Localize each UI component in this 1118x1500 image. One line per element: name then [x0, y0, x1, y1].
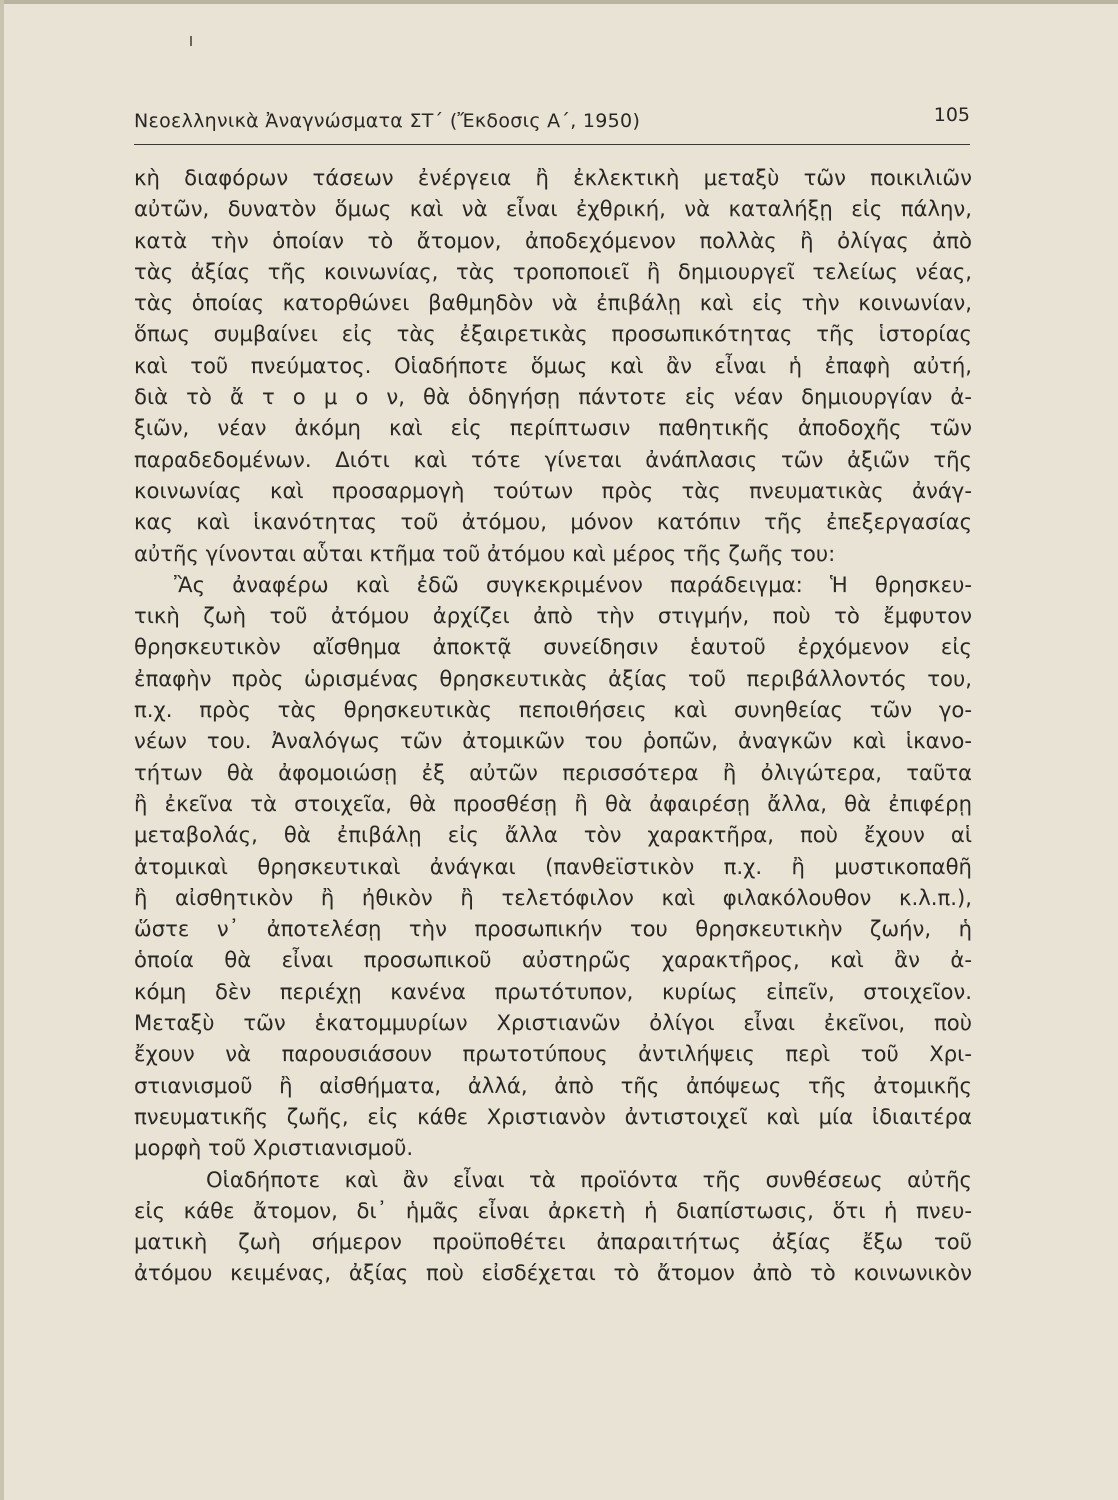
- text-line: ἐπαφὴν πρὸς ὡρισμένας θρησκευτικὰς ἀξίας τοῦ περιβάλλοντός του,: [134, 665, 972, 691]
- text-line: ἢ αἰσθητικὸν ἢ ἠθικὸν ἢ τελετόφιλον καὶ φιλακόλουθον κ.λ.π.),: [134, 884, 972, 910]
- scan-left-edge: [0, 0, 4, 1500]
- text-line: ἔχουν νὰ παρουσιάσουν πρωτοτύπους ἀντιλήψεις περὶ τοῦ Χρι-: [134, 1041, 972, 1067]
- scan-top-edge: [0, 0, 1118, 4]
- running-title: Νεοελληνικὰ Ἀναγνώσματα ΣΤ΄ (Ἔκδοσις Α΄, 1950): [134, 110, 641, 132]
- text-line: τὰς ὁποίας κατορθώνει βαθμηδὸν νὰ ἐπιβάλῃ καὶ εἰς τὴν κοινωνίαν,: [134, 290, 972, 316]
- text-line: κὴ διαφόρων τάσεων ἐνέργεια ἢ ἐκλεκτικὴ μεταξὺ τῶν ποικιλιῶν: [134, 165, 972, 190]
- text-line: θρησκευτικὸν αἴσθημα ἀποκτᾷ συνείδησιν ἑαυτοῦ ἐρχόμενον εἰς: [134, 634, 972, 660]
- text-line: Μεταξὺ τῶν ἑκατομμυρίων Χριστιανῶν ὀλίγοι εἶναι ἐκεῖνοι, ποὺ: [134, 1010, 972, 1036]
- text-line: καὶ τοῦ πνεύματος. Οἱαδήποτε ὅμως καὶ ἂν εἶναι ἡ ἐπαφὴ αὐτή,: [134, 352, 972, 378]
- text-line: ἀτόμου κειμένας, ἀξίας ποὺ εἰσδέχεται τὸ ἄτομον ἀπὸ τὸ κοινωνικὸν: [134, 1260, 972, 1286]
- text-line: π.χ. πρὸς τὰς θρησκευτικὰς πεποιθήσεις καὶ συνηθείας τῶν γο-: [134, 697, 972, 723]
- text-line: παραδεδομένων. Διότι καὶ τότε γίνεται ἀνάπλασις τῶν ἀξιῶν τῆς: [134, 446, 972, 472]
- text-line: ἢ ἐκεῖνα τὰ στοιχεῖα, θὰ προσθέσῃ ἢ θὰ ἀφαιρέσῃ ἄλλα, θὰ ἐπιφέρῃ: [134, 790, 972, 816]
- text-line: ματικὴ ζωὴ σήμερον προϋποθέτει ἀπαραιτήτως ἀξίας ἔξω τοῦ: [134, 1229, 972, 1255]
- text-line: τήτων θὰ ἀφομοιώσῃ ἐξ αὐτῶν περισσότερα ἢ ὀλιγώτερα, ταῦτα: [134, 759, 972, 785]
- text-line: Οἱαδήποτε καὶ ἂν εἶναι τὰ προϊόντα τῆς συνθέσεως αὐτῆς: [206, 1166, 972, 1192]
- text-line: ὁποία θὰ εἶναι προσωπικοῦ αὐστηρῶς χαρακτῆρος, καὶ ἂν ἀ-: [134, 947, 972, 973]
- text-line: κοινωνίας καὶ προσαρμογὴ τούτων πρὸς τὰς πνευματικὰς ἀνάγ-: [134, 477, 972, 503]
- scan-speck: [190, 36, 192, 46]
- text-line: πνευματικῆς ζωῆς, εἰς κάθε Χριστιανὸν ἀντιστοιχεῖ καὶ μία ἰδιαιτέρα: [134, 1103, 972, 1129]
- text-line: μορφὴ τοῦ Χριστιανισμοῦ.: [134, 1135, 414, 1161]
- text-line: ὥστε ν᾽ ἀποτελέσῃ τὴν προσωπικήν του θρησκευτικὴν ζωήν, ἡ: [134, 916, 972, 942]
- text-line: αὐτῶν, δυνατὸν ὅμως καὶ νὰ εἶναι ἐχθρική, νὰ καταλήξῃ εἰς πάλην,: [134, 196, 972, 222]
- text-line: νέων του. Ἀναλόγως τῶν ἀτομικῶν του ῥοπῶν, ἀναγκῶν καὶ ἱκανο-: [134, 728, 972, 754]
- text-line: διὰ τὸ ἄ τ ο μ ο ν, θὰ ὁδηγήσῃ πάντοτε εἰς νέαν δημιουργίαν ἀ-: [134, 384, 972, 410]
- text-line: τικὴ ζωὴ τοῦ ἀτόμου ἀρχίζει ἀπὸ τὴν στιγμήν, ποὺ τὸ ἔμφυτον: [134, 603, 972, 629]
- text-line: τὰς ἀξίας τῆς κοινωνίας, τὰς τροποποιεῖ ἢ δημιουργεῖ τελείως νέας,: [134, 258, 972, 284]
- text-line: κόμη δὲν περιέχῃ κανένα πρωτότυπον, κυρίως εἰπεῖν, στοιχεῖον.: [134, 978, 972, 1004]
- text-line: εἰς κάθε ἄτομον, δι᾽ ἡμᾶς εἶναι ἀρκετὴ ἡ διαπίστωσις, ὅτι ἡ πνευ-: [134, 1197, 972, 1223]
- text-line: ξιῶν, νέαν ἀκόμη καὶ εἰς περίπτωσιν παθητικῆς ἀποδοχῆς τῶν: [134, 415, 972, 441]
- text-line: κας καὶ ἱκανότητας τοῦ ἀτόμου, μόνον κατόπιν τῆς ἐπεξεργασίας: [134, 509, 972, 535]
- body-text: [134, 162, 972, 1289]
- text-line: ὅπως συμβαίνει εἰς τὰς ἐξαιρετικὰς προσωπικότητας τῆς ἱστορίας: [134, 321, 972, 347]
- header-rule: [134, 144, 970, 145]
- text-line: Ἂς ἀναφέρω καὶ ἐδῶ συγκεκριμένον παράδειγμα: Ἡ θρησκευ-: [174, 571, 972, 597]
- text-line: μεταβολάς, θὰ ἐπιβάλῃ εἰς ἄλλα τὸν χαρακτῆρα, ποὺ ἔχουν αἱ: [134, 822, 972, 848]
- text-line: κατὰ τὴν ὁποίαν τὸ ἄτομον, ἀποδεχόμενον πολλὰς ἢ ὀλίγας ἀπὸ: [134, 227, 972, 253]
- page-number: 105: [933, 104, 970, 126]
- text-line: αὐτῆς γίνονται αὗται κτῆμα τοῦ ἀτόμου καὶ μέρος τῆς ζωῆς του:: [134, 540, 836, 566]
- page-header: [134, 104, 970, 144]
- text-line: ἀτομικαὶ θρησκευτικαὶ ἀνάγκαι (πανθεϊστικὸν π.χ. ἢ μυστικοπαθῆ: [134, 853, 972, 879]
- text-line: στιανισμοῦ ἢ αἰσθήματα, ἀλλά, ἀπὸ τῆς ἀπόψεως τῆς ἀτομικῆς: [134, 1072, 972, 1098]
